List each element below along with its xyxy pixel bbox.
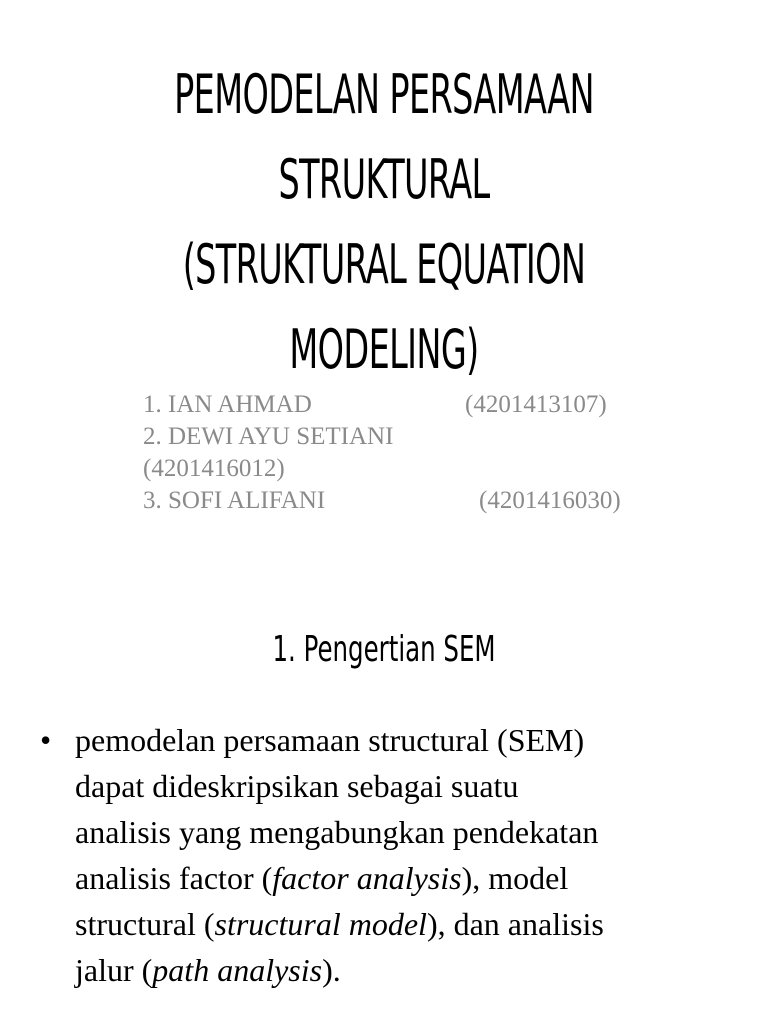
- italic-term: factor analysis: [272, 860, 462, 896]
- author-nim: (4201416012): [143, 455, 285, 482]
- italic-term: structural model: [214, 906, 427, 942]
- title-line: PEMODELAN PERSAMAAN: [174, 63, 594, 126]
- author-item: [143, 389, 663, 421]
- body-text: ), dan analisis: [426, 906, 604, 942]
- bullet-dot-icon: •: [40, 722, 52, 758]
- body-line: [75, 855, 730, 901]
- body-line: pemodelan persamaan structural (SEM): [75, 722, 585, 758]
- bullet-item: [40, 717, 730, 993]
- author-item: [143, 485, 663, 517]
- title-line: (STRUKTURAL EQUATION: [182, 233, 586, 296]
- author-name: 2. DEWI AYU SETIANI: [143, 423, 394, 450]
- body-line: analisis yang mengabungkan pendekatan: [75, 814, 599, 850]
- author-item: [143, 421, 663, 453]
- body-text: ).: [322, 952, 341, 988]
- slide-title: [146, 52, 622, 392]
- bullet-list: [40, 717, 730, 993]
- section-heading: 1. Pengertian SEM: [272, 629, 496, 670]
- body-text: jalur (: [75, 952, 153, 988]
- body-line: dapat dideskripsikan sebagai suatu: [75, 768, 519, 804]
- body-line: [75, 947, 730, 993]
- author-name: 1. IAN AHMAD: [143, 391, 312, 418]
- author-nim: (4201413107): [465, 391, 607, 418]
- body-line: [75, 901, 730, 947]
- body-text: ), model: [461, 860, 569, 896]
- body-text: analisis factor (: [75, 860, 273, 896]
- content-slide: [0, 585, 768, 1024]
- author-list: [143, 389, 663, 517]
- author-name: 3. SOFI ALIFANI: [143, 487, 326, 514]
- author-nim: (4201416030): [479, 487, 621, 514]
- italic-term: path analysis: [152, 952, 323, 988]
- title-line: STRUKTURAL: [278, 148, 490, 211]
- author-item-continued: [143, 453, 663, 485]
- body-text: structural (: [75, 906, 215, 942]
- title-line: MODELING): [289, 318, 479, 381]
